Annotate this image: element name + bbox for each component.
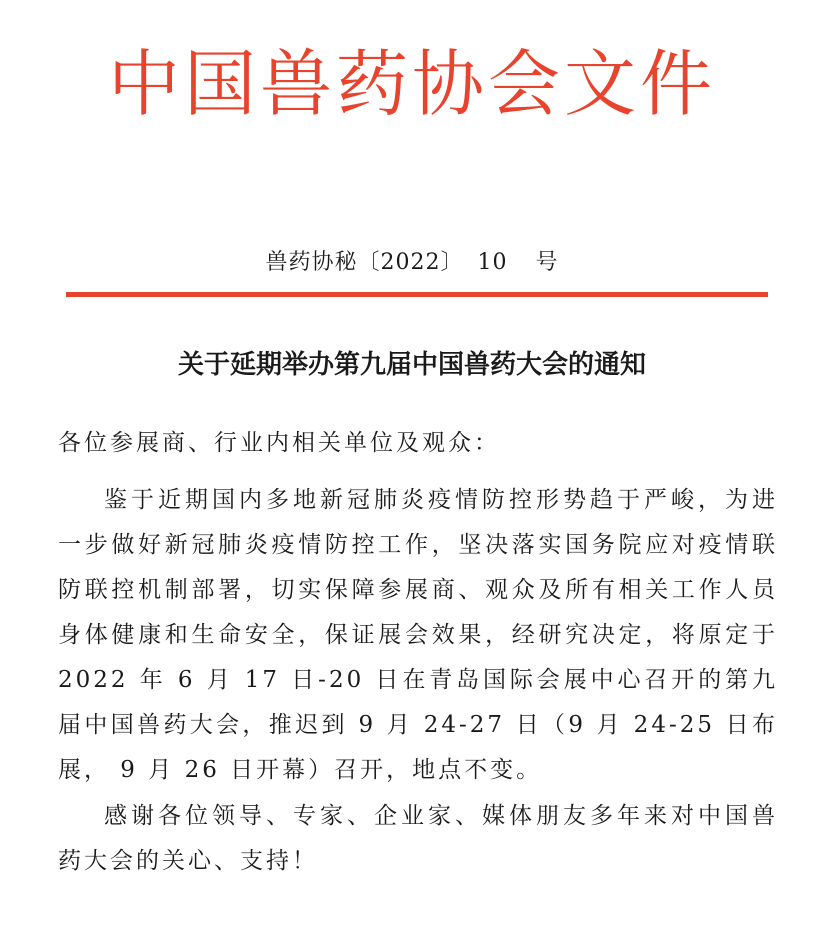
- document-number: [0, 252, 824, 274]
- letterhead-title: 中国兽药协会文件: [107, 42, 716, 126]
- notice-title: 关于延期举办第九届中国兽药大会的通知: [177, 350, 646, 380]
- salutation: 各位参展商、行业内相关单位及观众：: [58, 430, 500, 456]
- document-number-suffix: 号: [535, 250, 559, 275]
- body-paragraph-2: 感谢各位领导、专家、企业家、媒体朋友多年来对中国兽药大会的关心、支持！: [58, 803, 778, 874]
- document-number-value: 10: [477, 250, 508, 275]
- body-paragraph-1: 鉴于近期国内多地新冠肺炎疫情防控形势趋于严峻，为进一步做好新冠肺炎疫情防控工作，坚决落实国务院应对疫情联防联控机制部署，切实保障参展商、观众及所有相关工作人员身体健康和生命安全，保证展会效果，经研究决定，将原定于 2022 年 6 月 17 日-20 日在青岛国际会展中心召开的第九届中国兽药大会，推迟到 9 月 24-27 日（9 月 24-25 日布展， 9 月 26 日开幕）召开，地点不变。: [58, 487, 778, 783]
- red-divider-rule: [66, 292, 768, 297]
- document-number-prefix: 兽药协秘〔2022〕: [265, 250, 464, 275]
